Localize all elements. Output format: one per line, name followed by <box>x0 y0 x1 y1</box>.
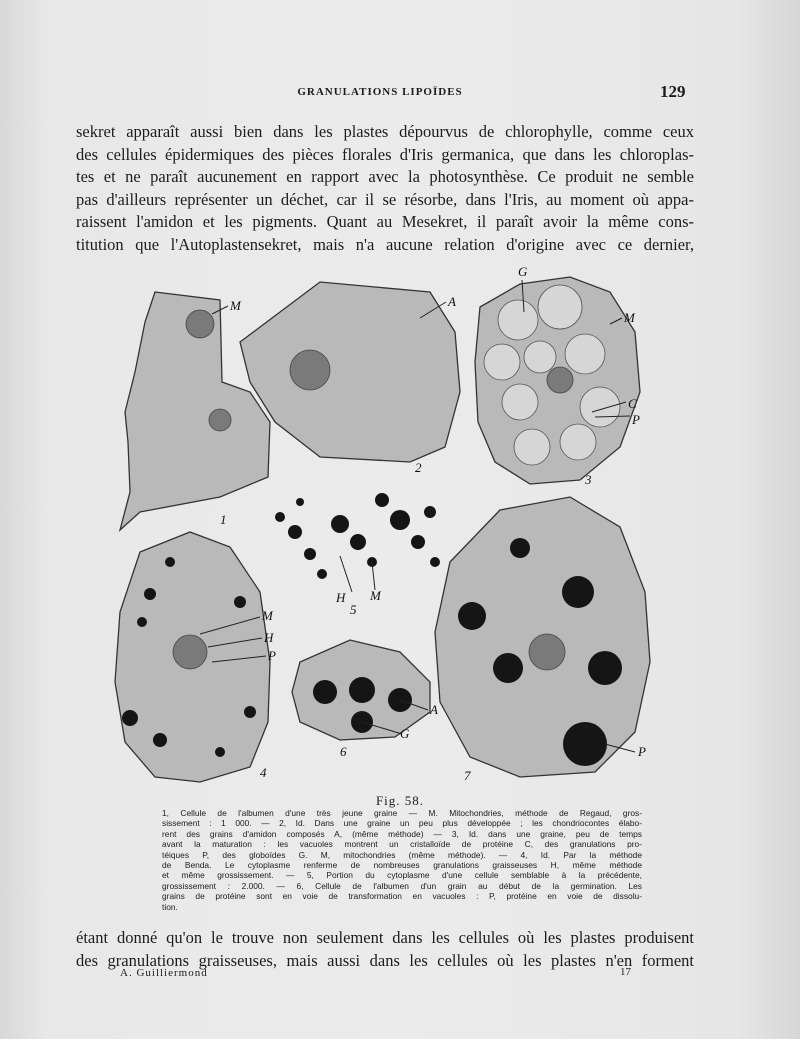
vacuole <box>484 344 520 380</box>
granule <box>350 534 366 550</box>
nucleus <box>209 409 231 431</box>
granule <box>215 747 225 757</box>
granule <box>244 706 256 718</box>
text-line: raissent l'amidon et les pigments. Quant au Mesekret, il paraît avoir la même cons- <box>76 212 694 232</box>
nucleus <box>290 350 330 390</box>
granule <box>375 493 389 507</box>
cell-number-1: 1 <box>220 512 227 527</box>
label-C-cell-3: C <box>628 396 637 411</box>
paragraph-2 <box>76 927 694 972</box>
granule <box>296 498 304 506</box>
granule <box>153 733 167 747</box>
vacuole <box>514 429 550 465</box>
label-P-cell-4: P <box>268 648 276 663</box>
cell-number-2: 2 <box>415 460 422 475</box>
granule <box>331 515 349 533</box>
figure-caption <box>162 808 642 912</box>
running-title: GRANULATIONS LIPOÏDES <box>297 86 463 98</box>
cell-number-4: 4 <box>260 765 267 780</box>
caption-line: 1, Cellule de l'albumen d'une très jeune graine — M. Mitochondries, méthode de Regaud, gros- <box>162 808 642 818</box>
granule <box>122 710 138 726</box>
caption-line: téiques P, des globoïdes G. M, mitochondries (même méthode). — 4, Id. Par la méthode <box>162 849 642 860</box>
granule <box>390 510 410 530</box>
cell-number-7: 7 <box>464 768 471 783</box>
footer-signature: 17 <box>620 966 631 978</box>
granule <box>563 722 607 766</box>
granule <box>275 512 285 522</box>
granule <box>588 651 622 685</box>
vacuole <box>560 424 596 460</box>
granule <box>424 506 436 518</box>
label-P-cell-3: P <box>632 412 640 427</box>
label-G-cell-3: G <box>518 264 528 279</box>
nucleus <box>186 310 214 338</box>
granule <box>317 569 327 579</box>
granule <box>234 596 246 608</box>
cell-2 <box>240 282 460 462</box>
vacuole <box>565 334 605 374</box>
paragraph-1 <box>76 121 694 257</box>
vacuole <box>502 384 538 420</box>
caption-line: tion. <box>162 901 178 912</box>
vacuole <box>538 285 582 329</box>
footer-author: A. Guilliermond <box>120 967 208 979</box>
caption-line: rent des grains d'amidon composés A, (même méthode) — 3, Id. dans une graine, peu de temps <box>162 828 642 839</box>
granule <box>458 602 486 630</box>
text-line: sekret apparaît aussi bien dans les plastes dépourvus de chlorophylle, comme ceux <box>76 122 694 141</box>
caption-line: de Benda. Le cytoplasme renferme de nombreuses granulations graisseuses H, même méthode <box>162 860 642 871</box>
caption-line: grossissement : 2.000. — 6, Cellule de l'albumen d'un grain au début de la germination. Les <box>162 880 642 891</box>
cell-number-5: 5 <box>350 602 357 617</box>
page-number: 129 <box>660 82 686 101</box>
text-line: étant donné qu'on le trouve non seulement dans les cellules où les plastes produisent <box>76 928 694 947</box>
granule <box>430 557 440 567</box>
granule <box>144 588 156 600</box>
vacuole <box>524 341 556 373</box>
label-P-cell-7: P <box>638 744 646 759</box>
granule <box>411 535 425 549</box>
label-A-cell-6: A <box>430 702 438 717</box>
nucleus <box>173 635 207 669</box>
cell-number-6: 6 <box>340 744 347 759</box>
caption-line: sissement : 1 000. — 2, Id. Dans une graine un peu plus développée ; les chondriocontes élabo- <box>162 818 642 829</box>
figure-58-illustration <box>100 262 700 790</box>
granule <box>165 557 175 567</box>
granule <box>304 548 316 560</box>
label-M-cell-5: M <box>370 588 381 603</box>
vacuole <box>580 387 620 427</box>
label-H-cell-5: H <box>336 590 346 605</box>
text-line: pas d'ailleurs représenter un déchet, car il se résorbe, dans l'Iris, au moment où appa- <box>76 189 694 209</box>
label-M-cell-3: M <box>624 310 635 325</box>
caption-line: avant la maturation : les vacuoles montrent un cristalloïde de protéine C, des granulations pro- <box>162 839 642 850</box>
cell-number-3: 3 <box>585 472 592 487</box>
granule <box>288 525 302 539</box>
text-line: des cellules épidermiques des pièces florales d'Iris germanica, que dans les chloroplas- <box>76 144 694 164</box>
label-M-cell-4: M <box>262 608 273 623</box>
granule <box>510 538 530 558</box>
caption-line: grains de protéine sont en voie de transformation en vacuoles : P, protéine en voie de dissolu- <box>162 891 642 902</box>
label-A-cell-2: A <box>448 294 456 309</box>
granule <box>137 617 147 627</box>
label-H-cell-4: H <box>264 630 274 645</box>
granule <box>349 677 375 703</box>
figure-caption-title: Fig. 58. <box>375 793 425 808</box>
nucleus <box>529 634 565 670</box>
label-M-cell-1: M <box>230 298 241 313</box>
granule <box>313 680 337 704</box>
caption-line: et même grossissement. — 5, Portion du cytoplasme d'une cellule semblable à la précédente, <box>162 870 642 881</box>
granule <box>493 653 523 683</box>
text-line: tes et ne paraît aucunement en rapport avec la photosynthèse. Ce produit ne semble <box>76 167 694 187</box>
text-line: des granulations graisseuses, mais aussi dans les cellules où les plastes n'en forment <box>76 950 694 970</box>
label-G-cell-6: G <box>400 726 410 741</box>
vacuole <box>498 300 538 340</box>
granule <box>562 576 594 608</box>
nucleus <box>547 367 573 393</box>
text-line: titution que l'Autoplastensekret, mais n'a aucune relation d'origine avec ce dernier, <box>76 234 694 254</box>
